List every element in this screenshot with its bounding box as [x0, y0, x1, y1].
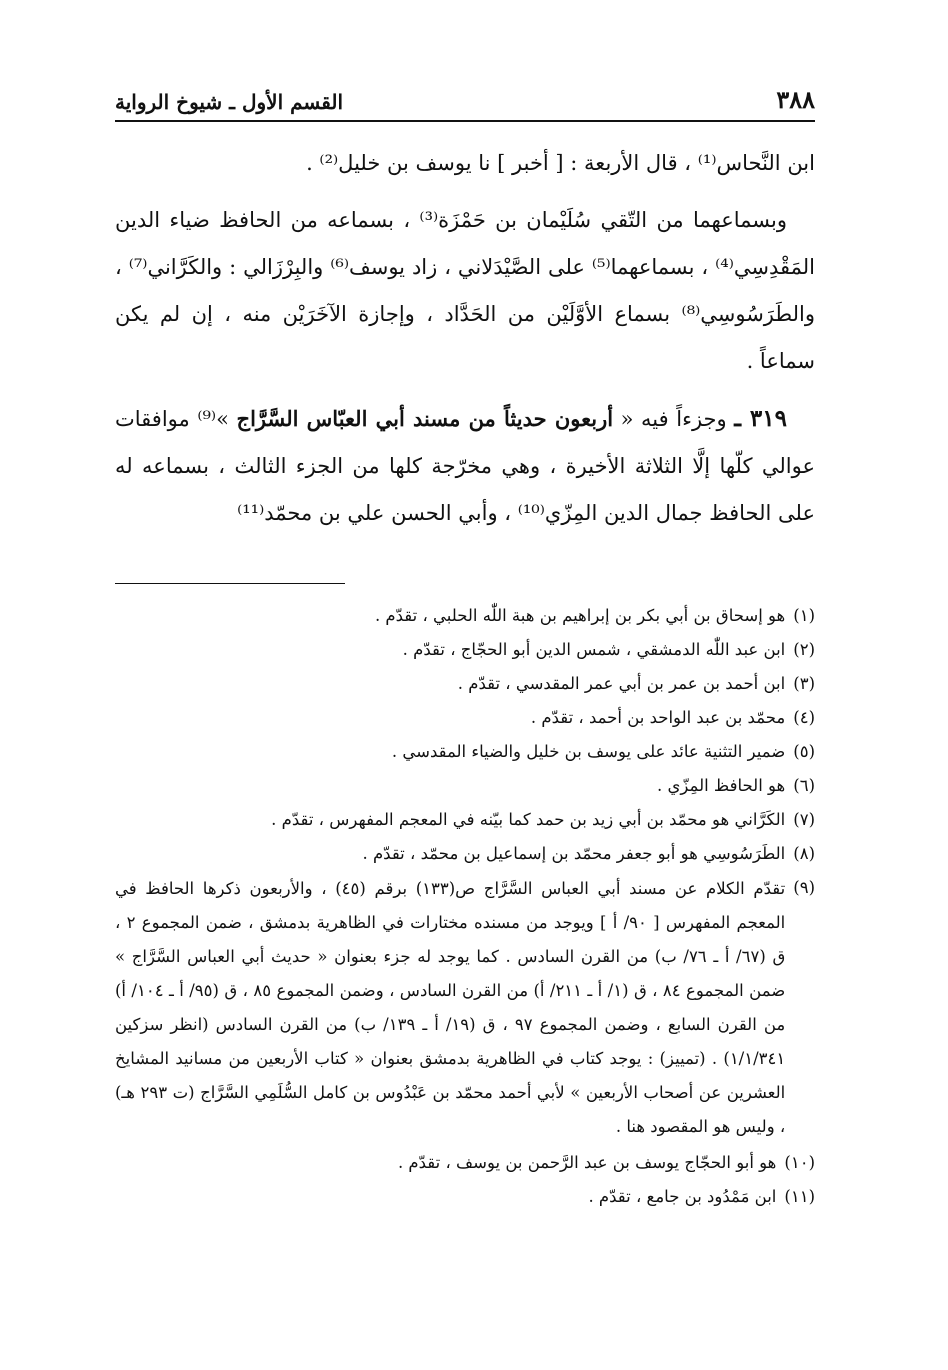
footnote — [115, 736, 815, 767]
book-page — [115, 70, 815, 1320]
footnote-number: (١) — [793, 606, 815, 625]
page-number: ٣٨٨ — [776, 85, 815, 114]
paragraph-3 — [115, 395, 815, 537]
footnote-number: (٣) — [793, 674, 815, 693]
page-header — [115, 70, 815, 122]
footnote — [115, 838, 815, 869]
footnote — [115, 668, 815, 699]
footnote-separator — [115, 583, 345, 584]
footnote-separator-wrap — [115, 547, 815, 600]
footnote-number: (٥) — [793, 742, 815, 761]
main-text — [115, 140, 815, 537]
footnote-text: ضمير التثنية عائد على يوسف بن خليل والضياء المقدسي . — [391, 742, 786, 761]
footnote — [115, 702, 815, 733]
footnote-text: تقدّم الكلام عن مسند أبي العباس السَّرَّاج ص(١٣٣) برقم (٤٥) ، والأربعون ذكرها الحافظ في المعجم المفهرس [ ٩٠/ أ ] ويوجد من مسنده مختارات في الظاهرية بدمشق ، ضمن المجموع ٢ ، ق (٦٧/ أ ـ ٧٦/ ب) من القرن السادس . كما يوجد له جزء بعنوان « حديث أبي العباس السَّرَّاج » ضمن المجموع ٨٤ ، ق (١/ أ ـ ٢١١/ أ) من القرن السادس ، وضمن المجموع ٨٥ ، ق (٩٥/ أ ـ ١٠٤/ أ) من القرن السابع ، وضمن المجموع ٩٧ ، ق (١٩/ أ ـ ١٣٩/ ب) من القرن السادس (انظر سزكين ١/١/٣٤١) . (تمييز) : يوجد كتاب في الظاهرية بدمشق بعنوان « كتاب الأربعين من مسانيد المشايخ العشرين عن أصحاب الأربعين » لأبي أحمد محمّد بن عَبْدُوس بن كامل السُّلَمِي السَّرَّاج (ت ٢٩٣ هـ) ، وليس هو المقصود هنا . — [115, 879, 786, 1136]
footnote-number: (٩) — [793, 878, 815, 897]
paragraph-2: وبسماعهما من التّقي سُلَيْمان بن حَمْزَة⁽³⁾ ، بسماعه من الحافظ ضياء الدين المَقْدِسِي⁽⁴⁾ ، بسماعهما⁽⁵⁾ على الصَّيْدَلاني ، زاد يوسف⁽⁶⁾ والبِرْزَالي : والكَرَّاني⁽⁷⁾ ، والطَرَسُوسِي⁽⁸⁾ بسماع الأوَّلَيْن من الحَدَّاد ، وإجازة الآخَرَيْن منه ، إن لم يكن سماعاً . — [115, 208, 815, 373]
footnote-text: محمّد بن عبد الواحد بن أحمد ، تقدّم . — [530, 708, 786, 727]
entry-number: ٣١٩ ـ — [734, 405, 787, 432]
footnote-text: الطَرَسُوسِي هو أبو جعفر محمّد بن إسماعيل بن محمّد ، تقدّم . — [362, 844, 786, 863]
footnote — [115, 872, 815, 1144]
footnote-number: (٧) — [793, 810, 815, 829]
footnote-text: ابن أحمد بن عمر بن أبي عمر المقدسي ، تقدّم . — [457, 674, 786, 693]
footnote — [115, 634, 815, 665]
footnote — [115, 1181, 815, 1212]
running-title: القسم الأول ـ شيوخ الرواية — [115, 90, 344, 114]
footnote-text: هو أبو الحجّاج يوسف بن عبد الرَّحمن بن يوسف ، تقدّم . — [397, 1153, 777, 1172]
footnote-text: ابن مَمْدُود بن جامع ، تقدّم . — [588, 1187, 777, 1206]
footnote-text: هو إسحاق بن أبي بكر بن إبراهيم بن هبة اللّٰه الحلبي ، تقدّم . — [374, 606, 786, 625]
footnote-number: (٢) — [793, 640, 815, 659]
paragraph-1: ابن النَّحاس⁽¹⁾ ، قال الأربعة : [ أخبر ] نا يوسف بن خليل⁽²⁾ . — [306, 151, 815, 175]
footnotes — [115, 600, 815, 1212]
footnote-number: (٤) — [793, 708, 815, 727]
footnote — [115, 600, 815, 631]
footnote — [115, 804, 815, 835]
footnote-text: الكَرَّاني هو محمّد بن أبي زيد بن حمد كما بيّنه في المعجم المفهرس ، تقدّم . — [271, 810, 786, 829]
footnote-number: (٨) — [793, 844, 815, 863]
footnote — [115, 1147, 815, 1178]
footnote — [115, 770, 815, 801]
footnote-number: (١١) — [784, 1187, 815, 1206]
footnote-number: (٦) — [793, 776, 815, 795]
paragraph-3-post: »⁽⁹⁾ موافقات عوالي كلّها إلَّا الثلاثة الأخيرة ، وهي مخرّجة كلها من الجزء الثالث ، بسماعه له على الحافظ جمال الدين المِزّي⁽¹⁰⁾ ، وأبي الحسن علي بن محمّد⁽¹¹⁾ — [115, 407, 815, 525]
book-title: أربعون حديثاً من مسند أبي العبّاس السَّرَّاج — [236, 406, 614, 431]
footnote-text: ابن عبد اللّٰه الدمشقي ، شمس الدين أبو الحجّاج ، تقدّم . — [402, 640, 786, 659]
footnote-text: هو الحافظ المِزّي . — [657, 776, 786, 795]
footnote-number: (١٠) — [784, 1153, 815, 1172]
paragraph-3-pre: وجزءاً فيه « — [613, 407, 727, 431]
